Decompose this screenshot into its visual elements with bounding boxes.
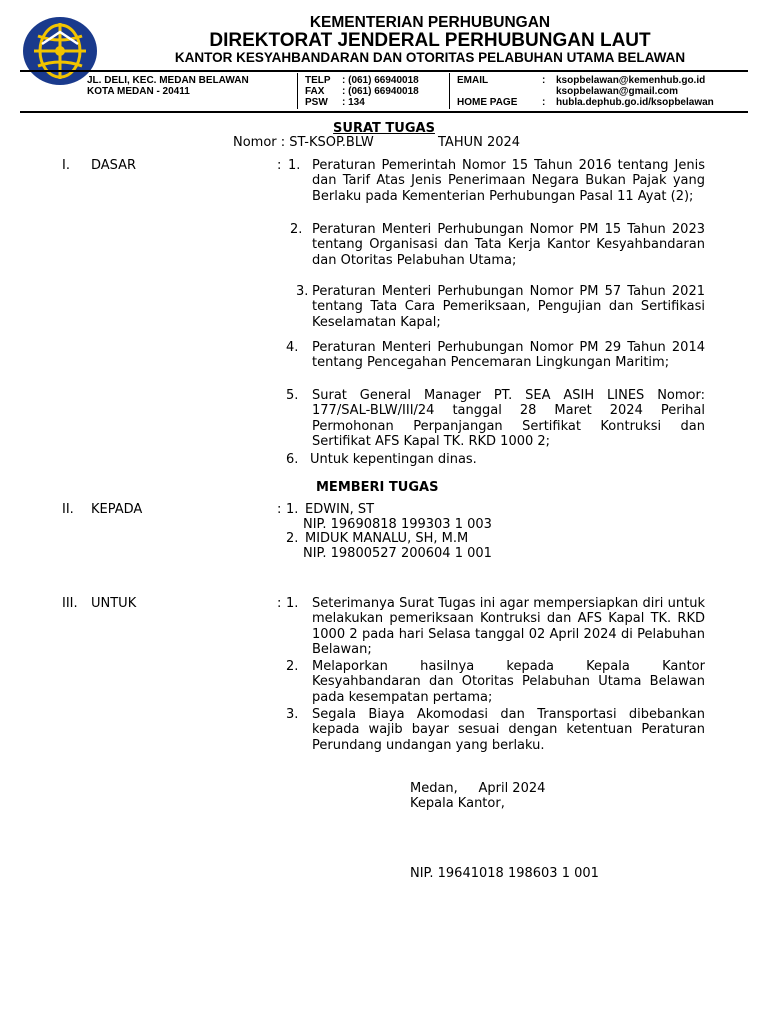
person-name: MIDUK MANALU, SH, M.M [305, 531, 469, 546]
list-item-number: 4. [286, 340, 299, 355]
document-title: SURAT TUGAS [333, 121, 435, 136]
header-rule-bottom [20, 111, 748, 113]
section-label-untuk: UNTUK [91, 596, 137, 611]
address-line-2: KOTA MEDAN - 20411 [87, 86, 190, 97]
person-number: 2. [286, 531, 299, 546]
section-colon: : [277, 158, 282, 173]
email-colon: : [542, 75, 546, 86]
list-item-text: Untuk kepentingan dinas. [310, 452, 477, 467]
homepage-link[interactable]: hubla.dephub.go.id/ksopbelawan [556, 97, 714, 108]
person-nip: NIP. 19800527 200604 1 001 [303, 546, 492, 561]
directorate-name: DIREKTORAT JENDERAL PERHUBUNGAN LAUT [209, 30, 651, 51]
signature-position: Kepala Kantor, [410, 796, 505, 811]
homepage-label: HOME PAGE [457, 97, 518, 108]
list-item-text: Peraturan Menteri Perhubungan Nomor PM 29 Tahun 2014 tentang Pencegahan Pencemaran Lingkungan Maritim; [312, 340, 705, 371]
list-item-number: 5. [286, 388, 299, 403]
email-address-1[interactable]: ksopbelawan@kemenhub.go.id [556, 75, 706, 86]
list-item-text: Peraturan Menteri Perhubungan Nomor PM 57 Tahun 2021 tentang Tata Cara Pemeriksaan, Pengujian dan Sertifikasi Keselamatan Kapal; [312, 284, 705, 330]
section-label-kepada: KEPADA [91, 502, 143, 517]
list-item-number: 2. [286, 659, 299, 674]
telp-label: TELP [305, 75, 331, 86]
address-line-1: JL. DELI, KEC. MEDAN BELAWAN [87, 75, 249, 86]
section-roman-2: II. [62, 502, 74, 517]
header-rule-top [20, 70, 748, 72]
person-number: 1. [286, 502, 299, 517]
list-item-number: 3. [286, 707, 299, 722]
list-item-number: 1. [286, 596, 299, 611]
list-item-text: Segala Biaya Akomodasi dan Transportasi dibebankan kepada wajib bayar sesuai dengan ketentuan Peraturan Perundang undangan yang berlaku. [312, 707, 705, 753]
list-item-text: Melaporkan hasilnya kepada Kepala Kantor Kesyahbandaran dan Otoritas Pelabuhan Utama Belawan pada kesempatan pertama; [312, 659, 705, 705]
signature-place-date: Medan, April 2024 [410, 781, 546, 796]
list-item-number: 1. [288, 158, 301, 173]
list-item-number: 6. [286, 452, 299, 467]
list-item-text: Surat General Manager PT. SEA ASIH LINES Nomor: 177/SAL-BLW/III/24 tanggal 28 Maret 2024 Perihal Permohonan Perpanjangan Sertifikat Kontruksi dan Sertifikat AFS Kapal TK. RKD 1000 2; [312, 388, 705, 449]
psw-value: : 134 [342, 97, 365, 108]
section-colon: : [277, 596, 282, 611]
fax-value: : (061) 66940018 [342, 86, 419, 97]
document-number: Nomor : ST-KSOP.BLW [233, 135, 374, 150]
office-name: KANTOR KESYAHBANDARAN DAN OTORITAS PELABUHAN UTAMA BELAWAN [174, 50, 686, 65]
ministry-name: KEMENTERIAN PERHUBUNGAN [309, 14, 551, 31]
email-address-2[interactable]: ksopbelawan@gmail.com [556, 86, 679, 97]
person-name: EDWIN, ST [305, 502, 375, 517]
list-item-text: Seterimanya Surat Tugas ini agar mempersiapkan diri untuk melakukan pemeriksaan Kontruksi dan AFS Kapal TK. RKD 1000 2 pada hari Selasa tanggal 02 April 2024 di Pelabuhan Belawan; [312, 596, 705, 657]
list-item-number: 3. [296, 284, 309, 299]
list-item-text: Peraturan Pemerintah Nomor 15 Tahun 2016 tentang Jenis dan Tarif Atas Jenis Penerimaan Negara Bukan Pajak yang Berlaku pada Kementerian Perhubungan Pasal 11 Ayat (2); [312, 158, 705, 204]
section-colon: : [277, 502, 282, 517]
section-label-dasar: DASAR [91, 158, 137, 173]
person-nip: NIP. 19690818 199303 1 003 [303, 517, 492, 532]
section-roman-3: III. [62, 596, 78, 611]
telp-value: : (061) 66940018 [342, 75, 419, 86]
email-label: EMAIL [457, 75, 489, 86]
signature-nip: NIP. 19641018 198603 1 001 [410, 866, 599, 881]
info-divider [449, 73, 450, 109]
psw-label: PSW [305, 97, 328, 108]
info-divider [297, 73, 298, 109]
list-item-text: Peraturan Menteri Perhubungan Nomor PM 15 Tahun 2023 tentang Organisasi dan Tata Kerja Kantor Kesyahbandaran dan Otoritas Pelabuhan Utama; [312, 222, 705, 268]
section-heading-memberi-tugas: MEMBERI TUGAS [316, 480, 439, 495]
document-year: TAHUN 2024 [438, 135, 521, 150]
homepage-colon: : [542, 97, 546, 108]
list-item-number: 2. [290, 222, 303, 237]
fax-label: FAX [305, 86, 325, 97]
section-roman-1: I. [62, 158, 70, 173]
